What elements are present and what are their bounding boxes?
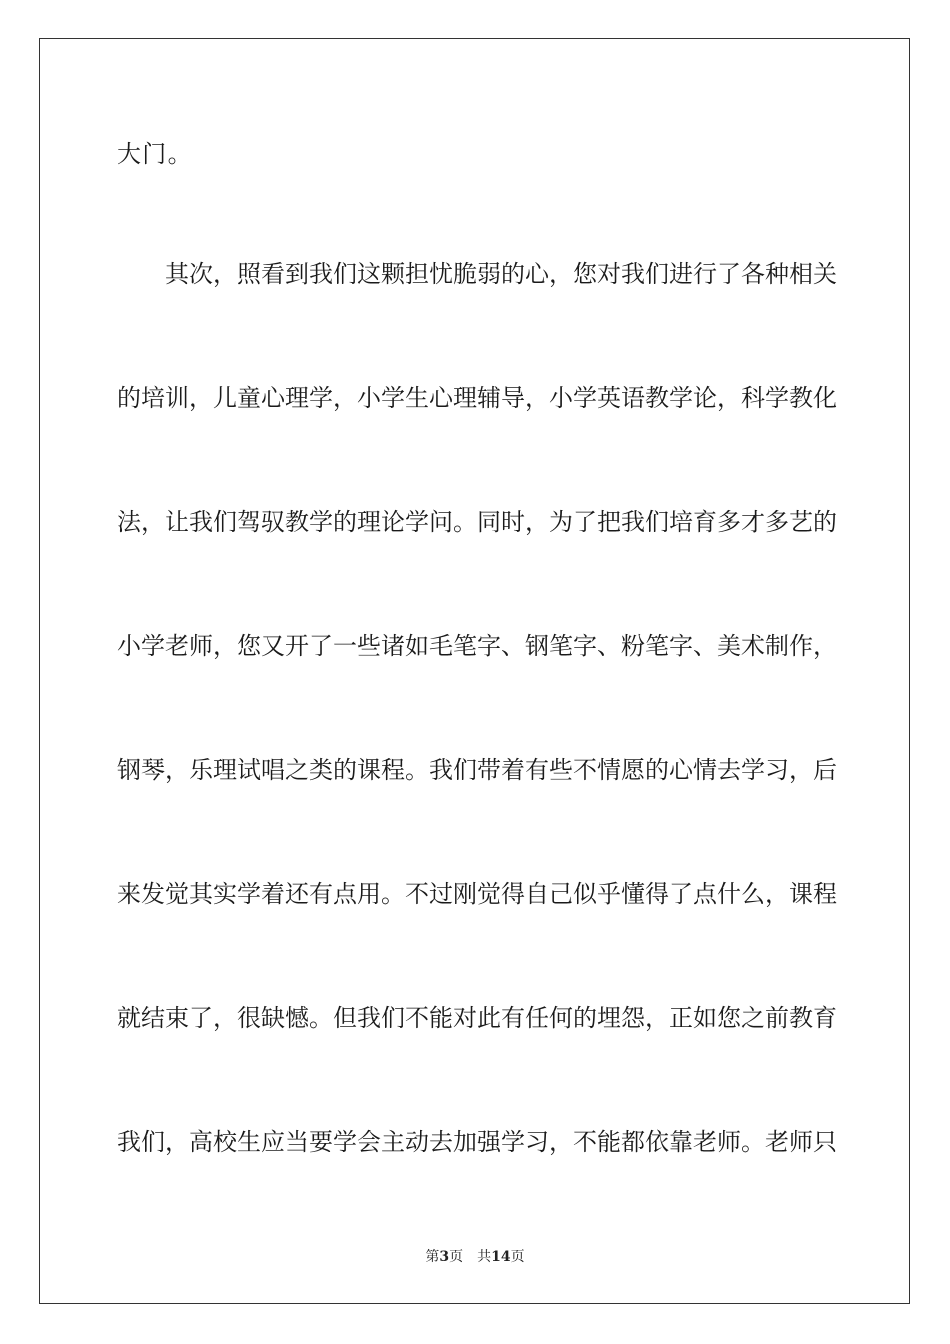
page-border: [39, 38, 910, 1304]
text-line-3: 的培训，儿童心理学，小学生心理辅导，小学英语教学论，科学教化: [117, 384, 837, 412]
text-line-2: 其次，照看到我们这颗担忧脆弱的心，您对我们进行了各种相关: [165, 260, 837, 288]
page-number: 3: [439, 1249, 450, 1265]
text-line-4: 法，让我们驾驭教学的理论学问。同时，为了把我们培育多才多艺的: [117, 508, 837, 536]
text-line-6: 钢琴，乐理试唱之类的课程。我们带着有些不情愿的心情去学习，后: [117, 756, 837, 784]
total-suffix: 页: [510, 1249, 525, 1265]
text-line-1: 大门。: [117, 140, 193, 168]
total-prefix: 共: [477, 1249, 492, 1265]
text-line-7: 来发觉其实学着还有点用。不过刚觉得自己似乎懂得了点什么，课程: [117, 880, 837, 908]
text-line-9: 我们，高校生应当要学会主动去加强学习，不能都依靠老师。老师只: [117, 1128, 837, 1156]
page-suffix: 页: [449, 1249, 464, 1265]
text-line-5: 小学老师，您又开了一些诸如毛笔字、钢笔字、粉笔字、美术制作，: [117, 632, 837, 660]
page-footer: [0, 1248, 950, 1266]
page-prefix: 第: [425, 1249, 440, 1265]
total-pages: 14: [491, 1249, 511, 1265]
text-line-8: 就结束了，很缺憾。但我们不能对此有任何的埋怨，正如您之前教育: [117, 1004, 837, 1032]
